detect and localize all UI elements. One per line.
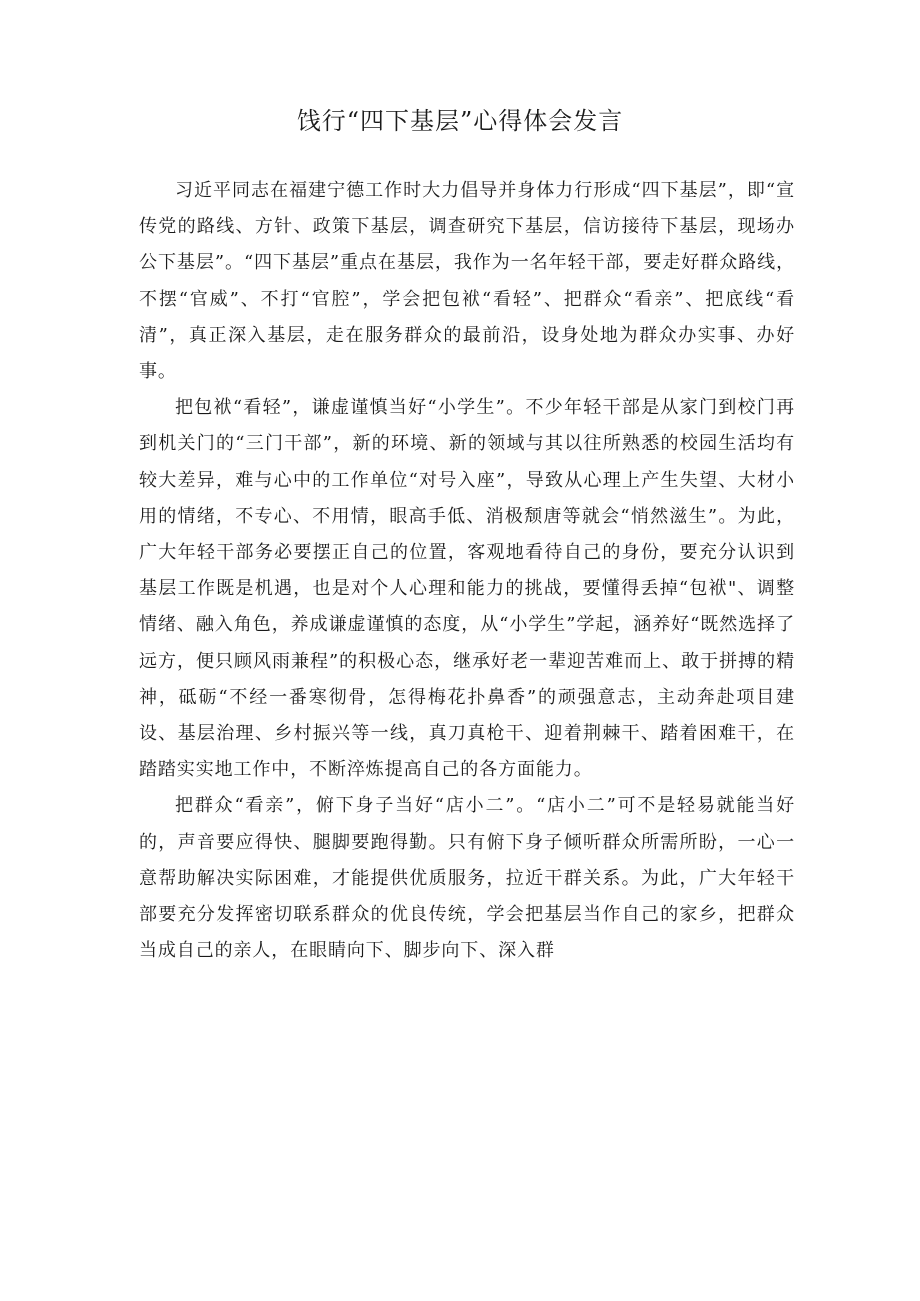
document-title: 饯行“四下基层”心得体会发言 bbox=[296, 107, 624, 135]
paragraph-burden-lighten: 把包袱“看轻”，谦虚谨慎当好“小学生”。不少年轻干部是从家门到校门再到机关门的“三门干部”，新的环境、新的领域与其以往所熟悉的校园生活均有较大差异，难与心中的工作单位“对号入座”，导致从心理上产生失望、大材小用的情绪，不专心、不用情，眼高手低、消极颓唐等就会“悄然滋生”。为此，广大年轻干部务必要摆正自己的位置，客观地看待自己的身份，要充分认识到基层工作既是机遇，也是对个人心理和能力的挑战，要懂得丢掉“包袱"、调整情绪、融入角色，养成谦虚谨慎的态度，从“小学生”学起，涵养好“既然选择了远方，便只顾风雨兼程”的积极心态，继承好老一辈迎苦难而上、敢于拼搏的精神，砥砺“不经一番寒彻骨，怎得梅花扑鼻香”的顽强意志，主动奔赴项目建设、基层治理、乡村振兴等一线，真刀真枪干、迎着荆棘干、踏着困难干，在踏踏实实地工作中，不断淬炼提高自己的各方面能力。 bbox=[139, 397, 795, 781]
document-body bbox=[139, 173, 795, 969]
paragraph-intro: 习近平同志在福建宁德工作时大力倡导并身体力行形成“四下基层”，即“宣传党的路线、方针、政策下基层，调查研究下基层，信访接待下基层，现场办公下基层”。“四下基层”重点在基层，我作为一名年轻干部，要走好群众路线，不摆“官威”、不打“官腔”，学会把包袱“看轻”、把群众“看亲”、把底线“看清”，真正深入基层，走在服务群众的最前沿，设身处地为群众办实事、办好事。 bbox=[139, 180, 795, 383]
paragraph-masses-close: 把群众“看亲”，俯下身子当好“店小二”。“店小二”可不是轻易就能当好的，声音要应得快、腿脚要跑得勤。只有俯下身子倾听群众所需所盼，一心一意帮助解决实际困难，才能提供优质服务，拉近干群关系。为此，广大年轻干部要充分发挥密切联系群众的优良传统，学会把基层当作自己的家乡，把群众当成自己的亲人，在眼睛向下、脚步向下、深入群 bbox=[139, 795, 795, 962]
